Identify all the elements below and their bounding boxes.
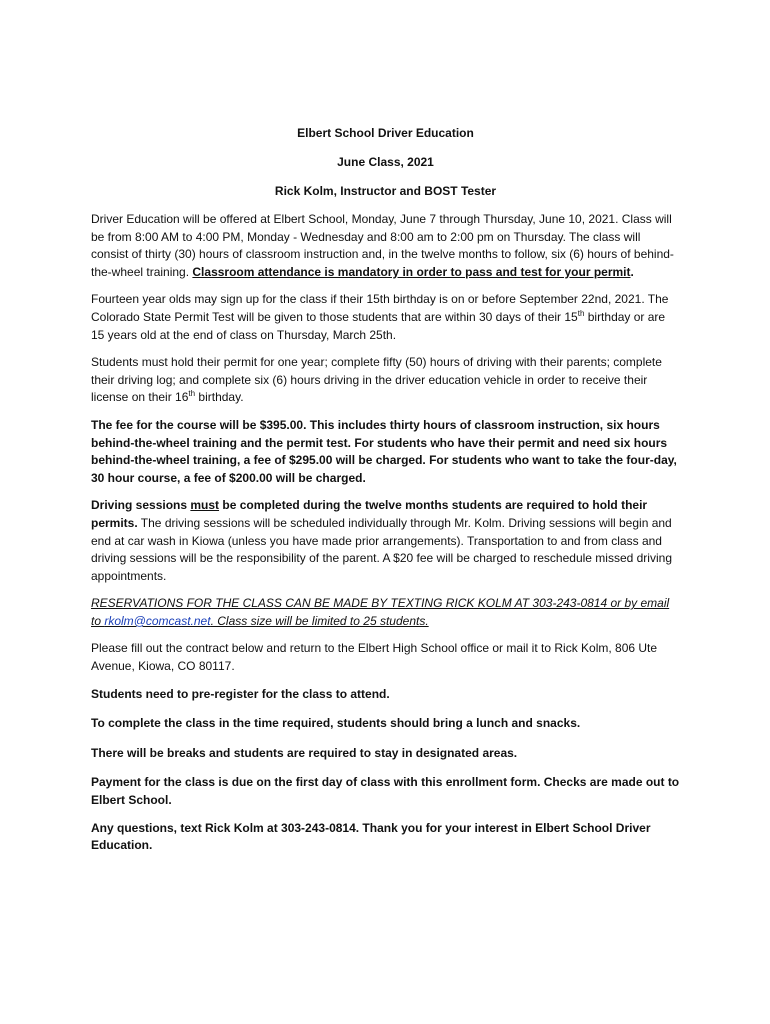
- email-link[interactable]: rkolm@comcast.net: [104, 613, 211, 628]
- paragraph-driving-sessions: [91, 497, 680, 585]
- schedule-text: Driver Education will be offered at Elbert School, Monday, June 7 through Thursday, June 10, 2021. Class will be from 8:00 AM to 4:00 PM, Monday - Wednesday and 8:00 am to 2:00 pm on Thursday. The class will consist of thirty (30) hours of classroom instruction and, in the twelve months to follow, six (6) hours of behind-the-wheel training.: [91, 212, 674, 279]
- paragraph-reservations: [91, 595, 680, 630]
- permit-sup: th: [188, 389, 196, 399]
- paragraph-permit-requirements: [91, 354, 680, 407]
- document-subtitle: June Class, 2021: [337, 155, 434, 169]
- paragraph-schedule: [91, 211, 680, 281]
- reservations-text-b: . Class size will be limited to 25 students.: [210, 613, 429, 628]
- paragraph-payment: Payment for the class is due on the first day of class with this enrollment form. Checks are made out to Elbert School.: [91, 775, 680, 808]
- attendance-notice: Classroom attendance is mandatory in order to pass and test for your permit: [192, 264, 631, 279]
- paragraph-questions: Any questions, text Rick Kolm at 303-243-0814. Thank you for your interest in Elbert School Driver Education.: [91, 820, 651, 853]
- paragraph-fees: The fee for the course will be $395.00. This includes thirty hours of classroom instruction, six hours behind-the-wheel training and the permit test. For students who have their permit and need six hours behind-the-wheel training, a fee of $295.00 will be charged. For students who want to take the four-day, 30 hour course, a fee of $200.00 will be charged.: [91, 417, 677, 485]
- eligibility-text-b: birthday or are 15 years old at the end of class on Thursday, March 25th.: [91, 309, 666, 342]
- eligibility-sup: th: [577, 308, 585, 318]
- attendance-period: .: [630, 264, 634, 279]
- paragraph-pre-register: Students need to pre-register for the class to attend.: [91, 686, 390, 701]
- sessions-must: must: [190, 498, 220, 513]
- paragraph-eligibility: [91, 291, 680, 344]
- sessions-rest: The driving sessions will be scheduled individually through Mr. Kolm. Driving sessions will begin and end at car wash in Kiowa (unless you have made prior arrangements). Transportation to and from class and driving sessions will be the responsibility of the parent. A $20 fee will be charged to reschedule missed driving appointments.: [91, 515, 672, 583]
- sessions-bold-b: be completed during the twelve months students are required to hold their permits.: [91, 498, 648, 530]
- reservations-text-a: RESERVATIONS FOR THE CLASS CAN BE MADE BY TEXTING RICK KOLM AT 303-243-0814 or by email to: [91, 596, 670, 628]
- document-title: Elbert School Driver Education: [297, 126, 474, 140]
- sessions-bold-a: Driving sessions: [91, 498, 191, 513]
- permit-text-a: Students must hold their permit for one year; complete fifty (50) hours of driving with their parents; complete their driving log; and complete six (6) hours driving in the driver education vehicle in order to receive their license on their 16: [91, 355, 662, 405]
- paragraph-lunch: To complete the class in the time required, students should bring a lunch and snacks.: [91, 716, 581, 731]
- instructor-line: Rick Kolm, Instructor and BOST Tester: [274, 184, 497, 198]
- paragraph-breaks: There will be breaks and students are required to stay in designated areas.: [91, 745, 518, 760]
- permit-text-b: birthday.: [195, 390, 244, 405]
- eligibility-text-a: Fourteen year olds may sign up for the class if their 15th birthday is on or before September 22nd, 2021. The Colorado State Permit Test will be given to those students that are within 30 days of their 15: [91, 292, 669, 324]
- paragraph-contract: Please fill out the contract below and return to the Elbert High School office or mail it to Rick Kolm, 806 Ute Avenue, Kiowa, CO 80117.: [91, 641, 658, 674]
